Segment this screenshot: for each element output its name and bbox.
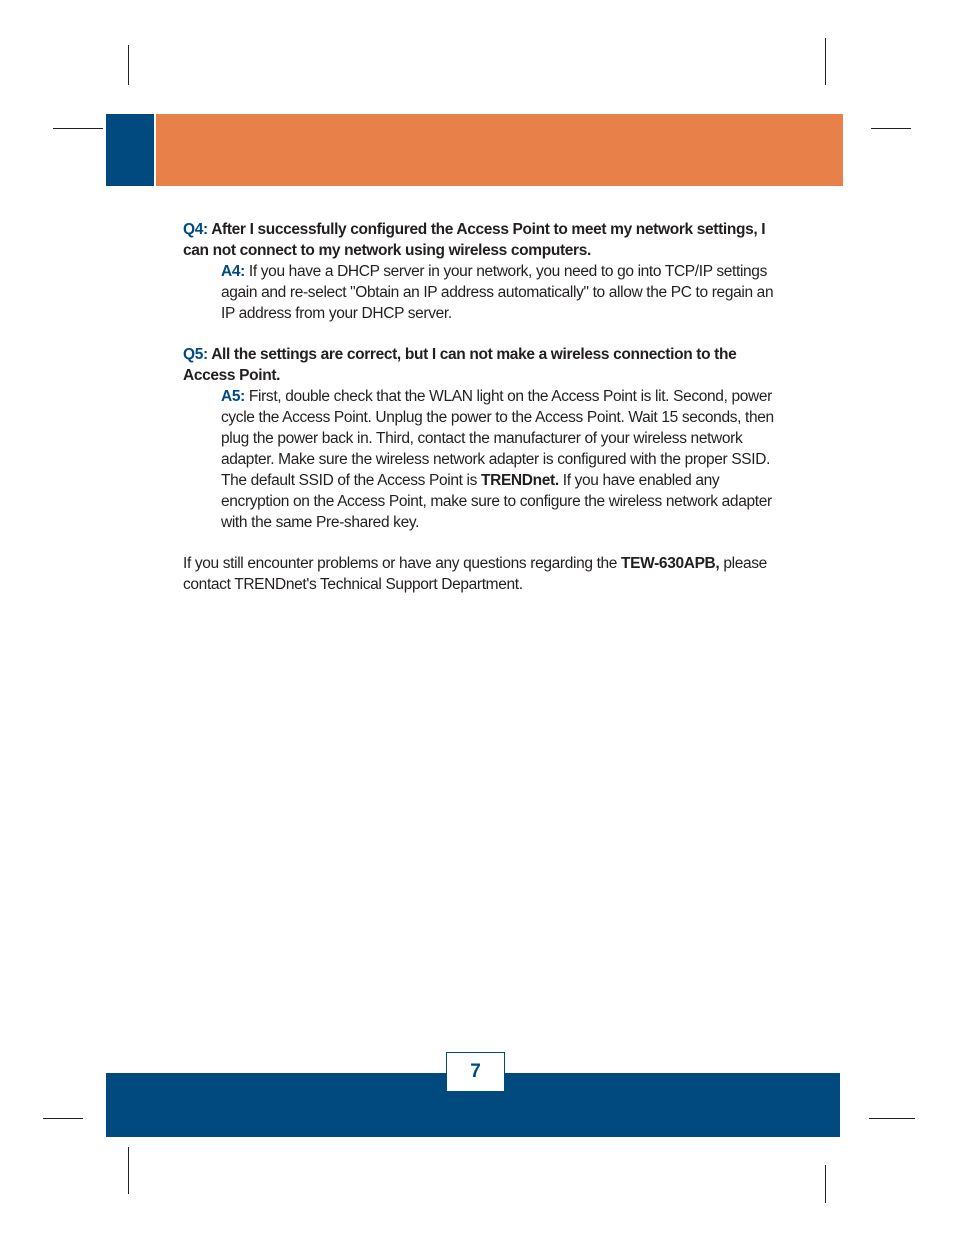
q4-label: Q4:: [183, 221, 208, 238]
closing-text-part1: If you still encounter problems or have any questions regarding the: [183, 555, 622, 572]
answer-a4: [221, 261, 783, 324]
closing-text-part2: please contact TRENDnet's Technical Support Department.: [183, 555, 767, 593]
crop-mark-bottom-right-horizontal: [869, 1118, 915, 1119]
question-q4: [183, 219, 783, 261]
header-orange-bar: [156, 114, 843, 186]
a4-label: A4:: [221, 263, 245, 280]
page-number: 7: [470, 1061, 481, 1082]
product-model: TEW-630APB,: [621, 555, 720, 572]
crop-mark-top-right-horizontal: [871, 128, 911, 129]
crop-mark-bottom-right-vertical: [825, 1165, 826, 1203]
header-blue-block: [106, 114, 154, 186]
crop-mark-top-right-vertical: [825, 38, 826, 85]
default-ssid: TRENDnet.: [480, 472, 559, 489]
q5-label: Q5:: [183, 346, 208, 363]
closing-paragraph: [183, 553, 783, 595]
answer-a5: [221, 386, 783, 533]
a4-text: If you have a DHCP server in your network, you need to go into TCP/IP settings again and re-select "Obtain an IP address automatically" to allow the PC to regain an IP address from your DHCP server.: [221, 263, 774, 322]
a5-text-part2: If you have enabled any encryption on the Access Point, make sure to configure the wireless network adapter with the same Pre-shared key.: [221, 472, 772, 531]
crop-mark-bottom-left-horizontal: [43, 1118, 83, 1119]
a5-text-part1: First, double check that the WLAN light on the Access Point is lit. Second, power cycle the Access Point. Unplug the power to the Access Point. Wait 15 seconds, then plug the power back in. Third, contact the manufacturer of your wireless network adapter. Make sure the wireless network adapter is configured with the proper SSID. The default SSID of the Access Point is: [221, 388, 774, 489]
q5-text: All the settings are correct, but I can not make a wireless connection to the Access Point.: [183, 346, 737, 384]
q4-text: After I successfully configured the Access Point to meet my network settings, I can not connect to my network using wireless computers.: [183, 221, 766, 259]
crop-mark-bottom-left-vertical: [128, 1147, 129, 1194]
crop-mark-top-left-vertical: [128, 45, 129, 85]
a5-label: A5:: [221, 388, 245, 405]
page-number-box: [446, 1052, 505, 1092]
question-q5: [183, 344, 783, 386]
faq-content: [183, 219, 783, 595]
crop-mark-top-left-horizontal: [53, 128, 103, 129]
